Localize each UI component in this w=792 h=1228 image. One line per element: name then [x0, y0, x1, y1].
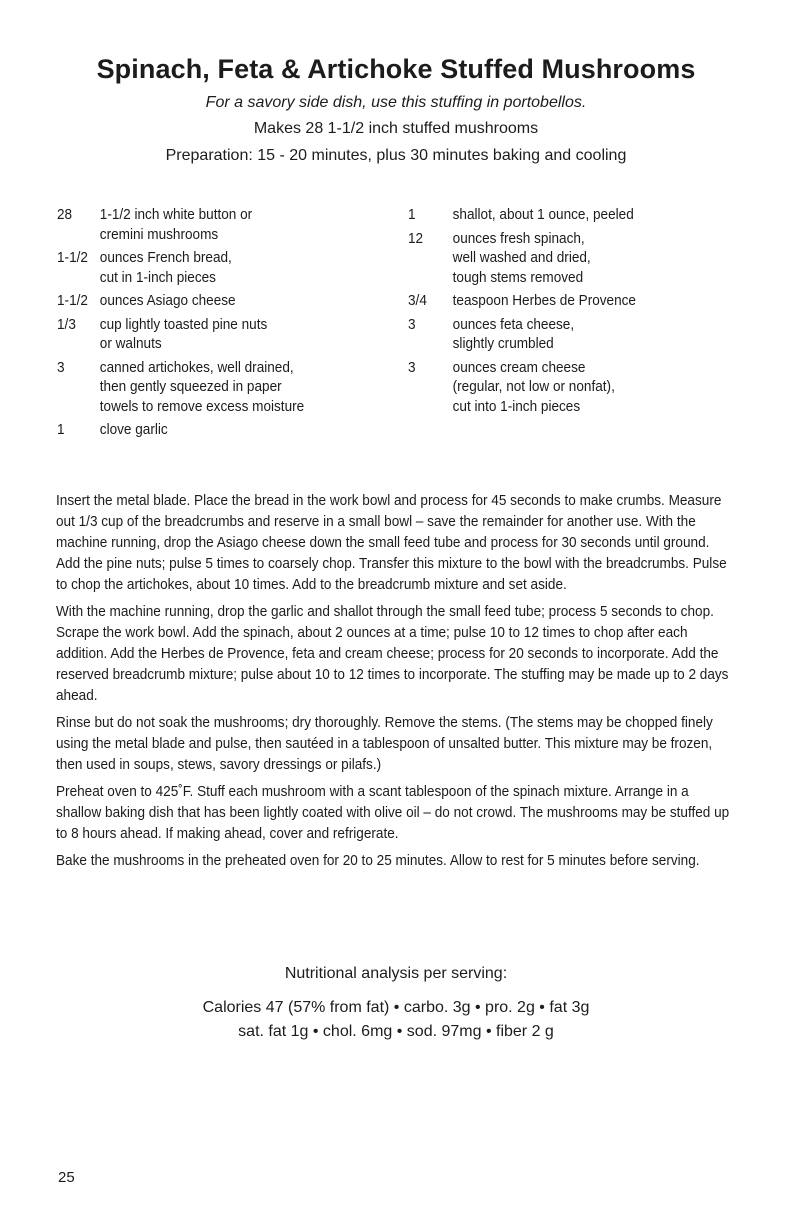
method-paragraph: With the machine running, drop the garlic and shallot through the small feed tube; process 5 seconds to chop. Scrape the work bowl. Add the spinach, about 2 ounces at a time; pulse 10 to 12 times to chop after each addition. Add the Herbes de Provence, feta and cream cheese; process for 20 seconds to incorporate. Add the reserved breadcrumb mixture; pulse about 10 to 12 times to incorporate. The stuffing may be made up to 2 days ahead. [56, 604, 729, 704]
ingredient-item [408, 292, 724, 312]
recipe-preparation-time: Preparation: 15 - 20 minutes, plus 30 minutes baking and cooling [165, 147, 627, 164]
ingredient-quantity: 1 [408, 207, 416, 223]
ingredient-text: ounces cream cheese (regular, not low or nonfat), cut into 1-inch pieces [452, 359, 615, 415]
ingredients-right-column [408, 206, 724, 421]
ingredient-item [408, 316, 724, 355]
ingredient-text: teaspoon Herbes de Provence [452, 293, 636, 309]
ingredient-quantity: 3 [57, 359, 65, 376]
ingredients-left-column [57, 206, 359, 445]
ingredient-quantity: 1-1/2 [57, 250, 88, 266]
ingredient-quantity: 1 [57, 422, 65, 438]
ingredient-text: cup lightly toasted pine nuts or walnuts [99, 316, 268, 352]
nutrition-line: Calories 47 (57% from fat) • carbo. 3g • pro. 2g • fat 3g [202, 999, 590, 1016]
method-paragraph: Bake the mushrooms in the preheated oven for 20 to 25 minutes. Allow to rest for 5 minutes before serving. [56, 853, 700, 869]
method-paragraph: Insert the metal blade. Place the bread in the work bowl and process for 45 seconds to make crumbs. Measure out 1/3 cup of the breadcrumbs and reserve in a small bowl – save the remainder for another use. With the machine running, drop the Asiago cheese down the small feed tube and process for 30 seconds until ground. Add the pine nuts; pulse 5 times to coarsely chop. Transfer this mixture to the bowl with the breadcrumbs. Pulse to chop the artichokes, about 10 times. Add to the breadcrumb mixture and set aside. [56, 493, 727, 593]
ingredient-quantity: 3 [408, 316, 416, 333]
ingredient-item [408, 206, 724, 226]
ingredient-text: clove garlic [99, 422, 168, 438]
ingredient-text: canned artichokes, well drained, then gently squeezed in paper towels to remove excess moisture [99, 359, 305, 415]
ingredient-quantity: 1-1/2 [57, 293, 88, 309]
ingredient-text: ounces French bread, cut in 1-inch pieces [99, 250, 232, 286]
method-paragraph: Preheat oven to 425˚F. Stuff each mushroom with a scant tablespoon of the spinach mixture. Arrange in a shallow baking dish that has been lightly coated with olive oil – do not crowd. The mushrooms may be stuffed up to 8 hours ahead. If making ahead, cover and refrigerate. [56, 784, 730, 842]
method-instructions [56, 491, 733, 878]
recipe-subtitle: For a savory side dish, use this stuffing in portobellos. [205, 94, 587, 111]
nutrition-line: sat. fat 1g • chol. 6mg • sod. 97mg • fiber 2 g [238, 1023, 554, 1040]
ingredient-item [57, 206, 359, 245]
ingredient-quantity: 3/4 [408, 293, 427, 309]
ingredient-text: ounces feta cheese, slightly crumbled [452, 316, 575, 352]
ingredient-text: 1-1/2 inch white button or cremini mushrooms [99, 207, 253, 243]
method-paragraph: Rinse but do not soak the mushrooms; dry thoroughly. Remove the stems. (The stems may be chopped finely using the metal blade and pulse, then sautéed in a tablespoon of unsalted butter. This mixture may be frozen, then used in soups, stews, savory dressings or pilafs.) [56, 715, 713, 773]
ingredient-text: ounces fresh spinach, well washed and dried, tough stems removed [452, 230, 591, 286]
ingredient-item [57, 292, 359, 312]
nutrition-heading: Nutritional analysis per serving: [284, 965, 508, 982]
ingredient-text: ounces Asiago cheese [99, 293, 236, 309]
ingredient-item [57, 421, 359, 441]
ingredient-item [57, 249, 359, 288]
ingredient-item [57, 316, 359, 355]
ingredient-item [408, 359, 724, 418]
ingredient-quantity: 12 [408, 230, 424, 247]
ingredient-quantity: 3 [408, 359, 416, 376]
ingredient-quantity: 28 [57, 207, 73, 223]
ingredient-quantity: 1/3 [57, 316, 76, 333]
ingredient-text: shallot, about 1 ounce, peeled [452, 207, 634, 223]
ingredient-item [408, 230, 724, 289]
recipe-yield: Makes 28 1-1/2 inch stuffed mushrooms [253, 120, 539, 137]
page-number: 25 [58, 1169, 75, 1186]
ingredient-item [57, 359, 359, 418]
recipe-title: Spinach, Feta & Artichoke Stuffed Mushrooms [96, 54, 696, 84]
